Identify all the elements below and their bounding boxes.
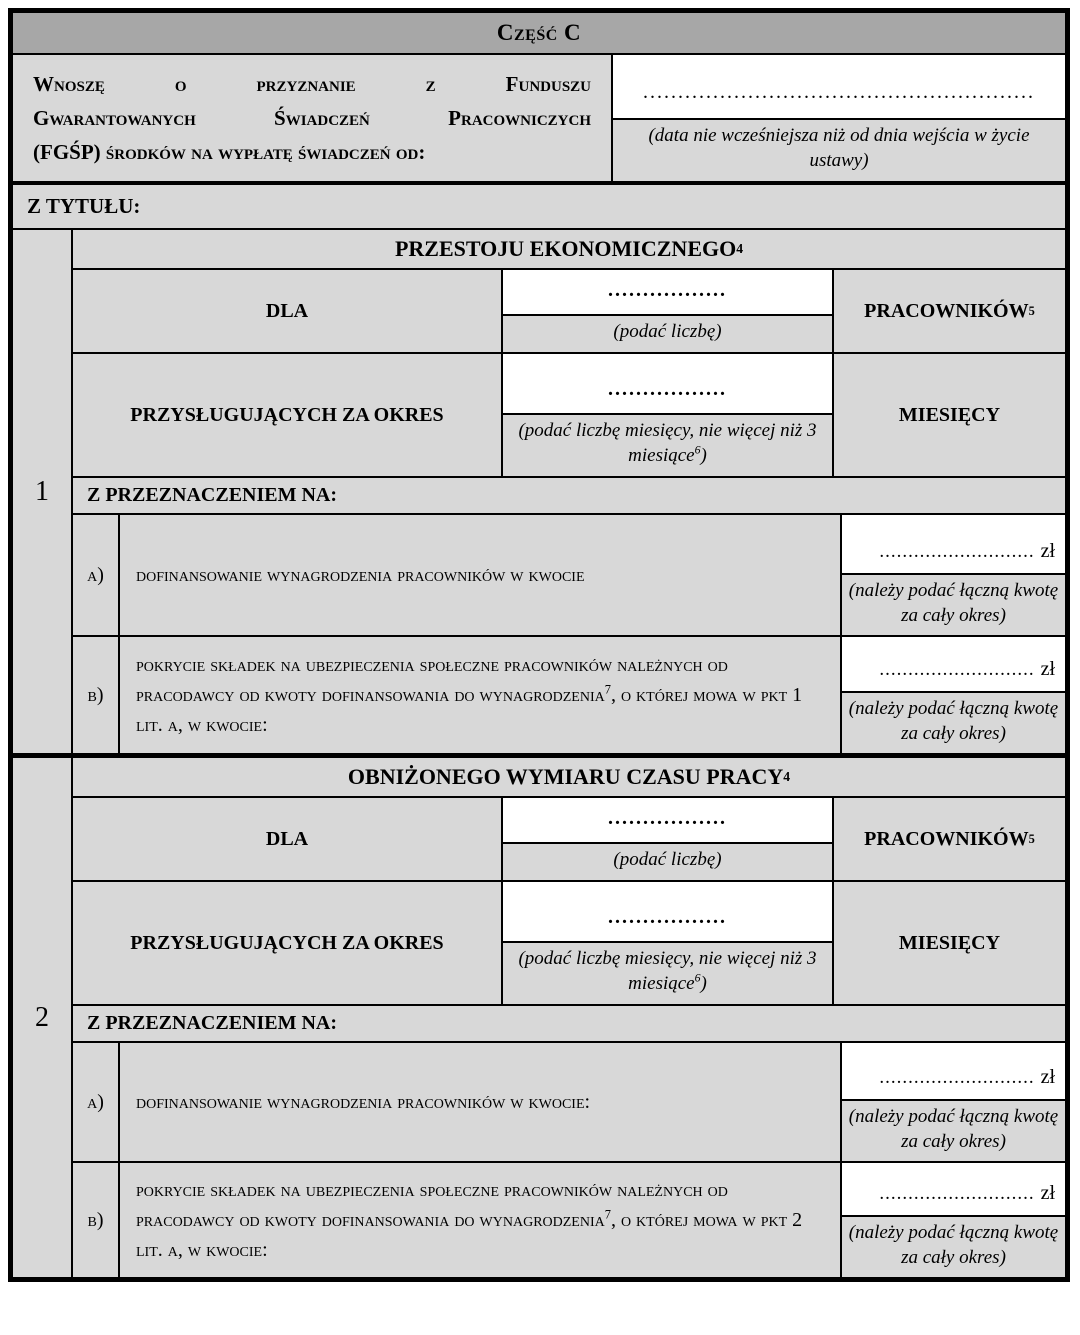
employee-count-cell: [501, 270, 834, 352]
section-1-title-text: PRZESTOJU EKONOMICZNEGO: [394, 236, 737, 261]
section-2-purpose-label: Z PRZEZNACZENIEM NA:: [73, 1006, 1065, 1043]
row-b-amount-cell: [840, 637, 1065, 753]
section-1-title: PRZESTOJU EKONOMICZNEGO 4: [73, 230, 1065, 270]
request-row: [13, 55, 1065, 185]
currency-label: zł: [1040, 1182, 1055, 1204]
employee-count-hint: (podać liczbę): [503, 314, 832, 352]
employee-count-cell: [501, 798, 834, 880]
row-a-letter: a): [73, 1043, 120, 1161]
row-b-amount-hint: (należy podać łączną kwotę za cały okres): [842, 691, 1065, 753]
months-count-field[interactable]: [503, 882, 832, 941]
section-2-body: [73, 758, 1065, 1277]
date-fill-in-dots: ........................................................: [643, 81, 1035, 103]
benefit-start-date-field[interactable]: [613, 55, 1065, 118]
section-1: [13, 230, 1065, 753]
benefit-start-date-cell: [613, 55, 1065, 181]
employee-count-dots: .................: [608, 279, 727, 301]
row-b-text-post: , o której mowa w pkt 1 lit. a, w kwocie:: [136, 684, 803, 736]
request-statement-line-3: (FGŚP) środków na wypłatę świadczeń od:: [33, 140, 426, 164]
employee-count-dots: .................: [608, 807, 727, 829]
section-1-number: 1: [13, 230, 73, 753]
row-a-amount-field[interactable]: [842, 515, 1065, 573]
row-b-text: [120, 637, 840, 753]
dla-label: DLA: [265, 299, 309, 322]
row-b-letter: b): [73, 1163, 120, 1277]
months-hint-pre: (podać liczbę miesięcy, nie więcej niż 3 miesiące: [518, 420, 817, 466]
months-count-hint: [503, 413, 832, 476]
footnote-6-ref: 6: [694, 443, 701, 457]
months-count-hint: [503, 941, 832, 1004]
row-b-text: [120, 1163, 840, 1277]
row-b-amount-field[interactable]: [842, 1163, 1065, 1215]
z-tytulu-label: Z TYTUŁU:: [13, 185, 1065, 230]
section-2-title: OBNIŻONEGO WYMIARU CZASU PRACY 4: [73, 758, 1065, 798]
row-b-text-pre: pokrycie składek na ubezpieczenia społeczne pracowników należnych od pracodawcy od kwoty dofinansowania do wynagrodzenia: [136, 654, 728, 706]
currency-label: zł: [1040, 540, 1055, 562]
request-statement: [13, 55, 613, 181]
currency-label: zł: [1040, 658, 1055, 680]
employees-unit-label: PRACOWNIKÓW 5: [864, 827, 1035, 850]
section-2-row-b: [73, 1163, 1065, 1277]
row-b-amount-dots: ...........................: [879, 659, 1035, 680]
row-a-amount-hint: (należy podać łączną kwotę za cały okres): [842, 1099, 1065, 1161]
row-b-amount-hint: (należy podać łączną kwotę za cały okres): [842, 1215, 1065, 1277]
row-b-amount-field[interactable]: [842, 637, 1065, 691]
row-a-amount-dots: ...........................: [879, 541, 1035, 562]
footnote-7-ref: 7: [604, 682, 611, 697]
months-count-dots: .................: [608, 906, 727, 928]
row-b-text-pre: pokrycie składek na ubezpieczenia społeczne pracowników należnych od pracodawcy od kwoty dofinansowania do wynagrodzenia: [136, 1179, 728, 1231]
row-a-amount-dots: ...........................: [879, 1067, 1035, 1088]
months-hint-pre: (podać liczbę miesięcy, nie więcej niż 3 miesiące: [518, 948, 817, 994]
months-hint-post: ): [700, 973, 707, 994]
dla-label: DLA: [265, 827, 309, 850]
currency-label: zł: [1040, 1066, 1055, 1088]
row-a-letter: a): [73, 515, 120, 635]
section-2-dla-row: [73, 798, 1065, 882]
request-statement-line-2: Gwarantowanych Świadczeń Pracowniczych: [33, 106, 591, 130]
section-1-purpose-label: Z PRZEZNACZENIEM NA:: [73, 478, 1065, 515]
months-count-cell: [501, 882, 834, 1004]
form-part-c: [8, 8, 1070, 1282]
row-b-amount-cell: [840, 1163, 1065, 1277]
employee-count-field[interactable]: [503, 798, 832, 842]
row-b-text-post: , o której mowa w pkt 2 lit. a, w kwocie:: [136, 1209, 803, 1261]
row-a-amount-cell: [840, 1043, 1065, 1161]
section-1-dla-row: [73, 270, 1065, 354]
section-2-title-text: OBNIŻONEGO WYMIARU CZASU PRACY: [347, 764, 784, 789]
months-unit-label: MIESIĘCY: [898, 403, 1001, 426]
section-2-number: 2: [13, 758, 73, 1277]
row-a-amount-hint: (należy podać łączną kwotę za cały okres): [842, 573, 1065, 635]
months-count-field[interactable]: [503, 354, 832, 413]
row-b-letter: b): [73, 637, 120, 753]
employees-unit-text: PRACOWNIKÓW: [864, 827, 1029, 850]
period-label: PRZYSŁUGUJĄCYCH ZA OKRES: [130, 403, 444, 426]
section-2-period-row: [73, 882, 1065, 1006]
months-count-cell: [501, 354, 834, 476]
months-hint-post: ): [700, 445, 707, 466]
row-a-text: dofinansowanie wynagrodzenia pracowników w kwocie:: [136, 1091, 591, 1113]
section-1-period-row: [73, 354, 1065, 478]
row-a-amount-cell: [840, 515, 1065, 635]
row-a-text: dofinansowanie wynagrodzenia pracowników w kwocie: [136, 564, 585, 586]
row-b-amount-dots: ...........................: [879, 1183, 1035, 1204]
months-unit-label: MIESIĘCY: [898, 931, 1001, 954]
employee-count-hint: (podać liczbę): [503, 842, 832, 880]
section-2: [13, 753, 1065, 1277]
section-1-row-b: [73, 637, 1065, 753]
employees-unit-label: PRACOWNIKÓW 5: [864, 299, 1035, 322]
section-2-row-a: [73, 1043, 1065, 1163]
employee-count-field[interactable]: [503, 270, 832, 314]
row-a-amount-field[interactable]: [842, 1043, 1065, 1099]
months-count-dots: .................: [608, 378, 727, 400]
section-1-row-a: [73, 515, 1065, 637]
period-label: PRZYSŁUGUJĄCYCH ZA OKRES: [130, 931, 444, 954]
employees-unit-text: PRACOWNIKÓW: [864, 299, 1029, 322]
section-1-body: [73, 230, 1065, 753]
request-statement-line-1: Wnoszę o przyznanie z Funduszu: [33, 72, 591, 96]
date-hint: (data nie wcześniejsza niż od dnia wejścia w życie ustawy): [613, 118, 1065, 181]
footnote-7-ref: 7: [604, 1207, 611, 1222]
part-c-title: Część C: [13, 13, 1065, 55]
footnote-6-ref: 6: [694, 971, 701, 985]
